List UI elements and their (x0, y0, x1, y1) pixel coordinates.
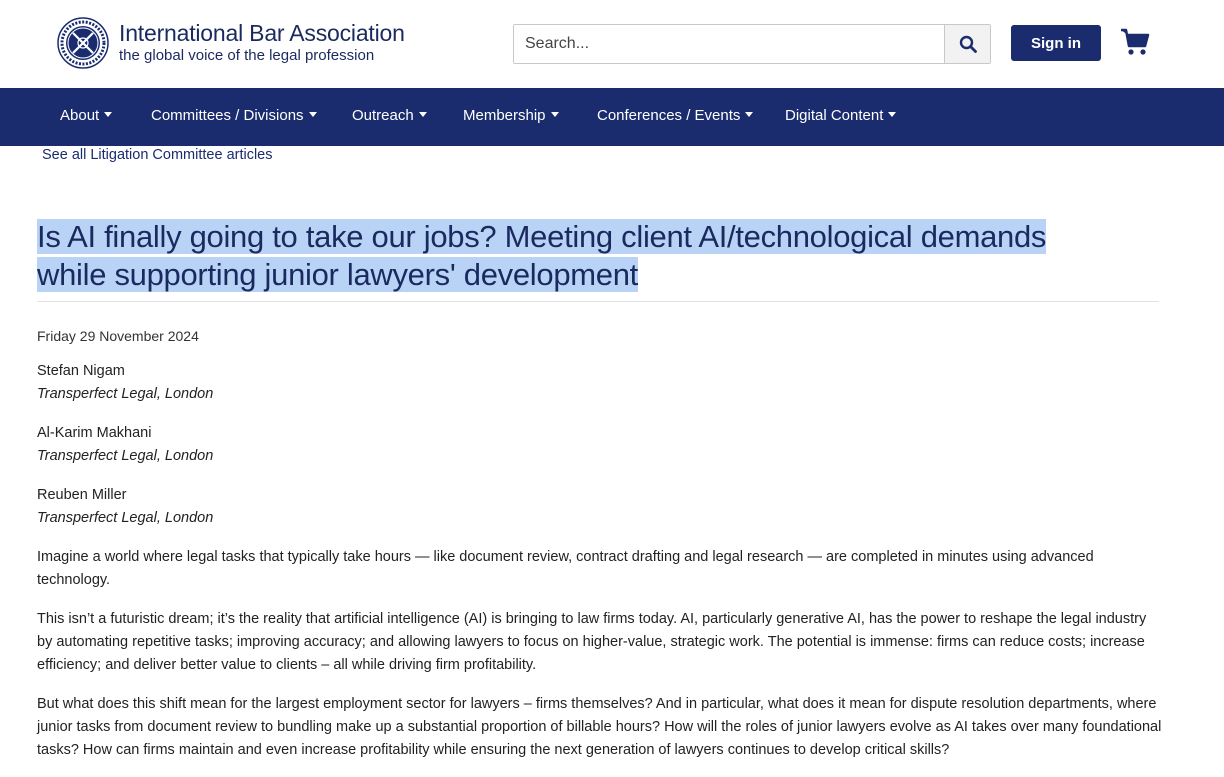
author-affiliation: Transperfect Legal, London (37, 386, 214, 402)
logo-title: International Bar Association (119, 20, 405, 46)
nav-item-digital-content[interactable] (785, 88, 896, 146)
caret-down-icon (309, 112, 317, 117)
nav-label: Committees / Divisions (151, 107, 304, 124)
caret-down-icon (745, 112, 753, 117)
author-name: Reuben Miller (37, 487, 127, 503)
search-input[interactable] (514, 25, 944, 63)
nav-item-outreach[interactable] (352, 88, 427, 146)
title-line-1: Is AI finally going to take our jobs? Meeting client AI/technological demands (37, 219, 1047, 254)
search-button[interactable] (944, 25, 990, 63)
main-nav (0, 88, 1224, 146)
search-icon (959, 35, 977, 53)
nav-label: About (60, 107, 100, 124)
sign-in-button[interactable]: Sign in (1011, 25, 1101, 61)
caret-down-icon (888, 112, 896, 117)
article-paragraph: But what does this shift mean for the largest employment sector for lawyers – firms themselves? And in particular, what does it mean for dispute resolution departments, where junior tasks from document review to bundling make up a substantial proportion of billable hours? How will the roles of junior lawyers evolve as AI takes over many foundational tasks? How can firms maintain and even increase profitability while ensuring the next generation of lawyers continues to develop critical skills? (37, 696, 1162, 758)
nav-label: Membership (463, 107, 546, 124)
nav-item-membership[interactable] (463, 88, 559, 146)
caret-down-icon (419, 112, 427, 117)
article-date: Friday 29 November 2024 (37, 328, 199, 344)
title-line-2: while supporting junior lawyers' development (37, 257, 638, 292)
article-paragraph: This isn’t a futuristic dream; it’s the reality that artificial intelligence (AI) is bringing to law firms today. AI, particularly generative AI, has the power to reshape the legal industry by automating repetitive tasks; improving accuracy; and allowing lawyers to focus on higher-value, strategic work. The potential is immense: firms can reduce costs; increase efficiency; and deliver better value to clients – all while driving firm profitability. (37, 611, 1147, 673)
author-name: Stefan Nigam (37, 363, 125, 379)
article-paragraph: Imagine a world where legal tasks that typically take hours — like document review, contract drafting and legal research — are completed in minutes using advanced technology. (37, 549, 1094, 588)
author-affiliation: Transperfect Legal, London (37, 448, 214, 464)
nav-item-conferences-events[interactable] (597, 88, 753, 146)
title-divider (37, 301, 1159, 302)
author-name: Al-Karim Makhani (37, 425, 152, 441)
nav-item-committees-divisions[interactable] (151, 88, 317, 146)
caret-down-icon (104, 112, 112, 117)
nav-label: Outreach (352, 107, 414, 124)
logo-tagline: the global voice of the legal profession (119, 47, 375, 64)
article-title (37, 218, 1159, 294)
nav-label: Conferences / Events (597, 107, 741, 124)
see-all-committee-articles-link[interactable]: See all Litigation Committee articles (42, 147, 273, 163)
nav-label: Digital Content (785, 107, 884, 124)
author-affiliation: Transperfect Legal, London (37, 510, 214, 526)
shopping-cart-icon[interactable] (1120, 27, 1150, 57)
site-header (0, 0, 1224, 88)
iba-seal-icon (57, 17, 109, 69)
search-bar (513, 24, 991, 64)
nav-item-about[interactable] (60, 88, 112, 146)
caret-down-icon (551, 112, 559, 117)
site-logo[interactable] (57, 17, 405, 69)
